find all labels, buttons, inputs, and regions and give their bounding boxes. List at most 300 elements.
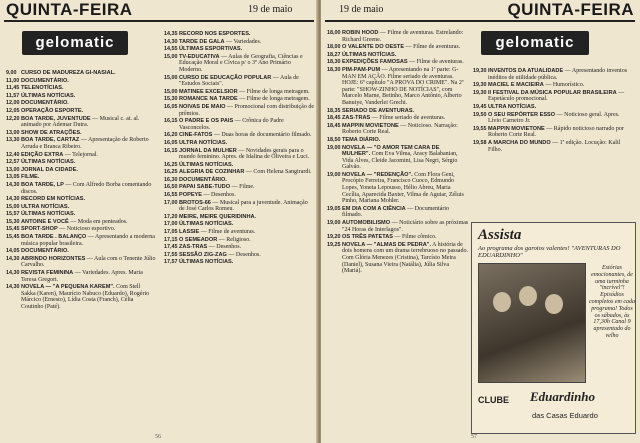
ad-photo xyxy=(478,263,586,383)
schedule-entry xyxy=(6,234,156,247)
entry-time: 17,57 xyxy=(164,259,178,266)
entry-description: — Apresentando inventos inéditos de utilidade pública. xyxy=(488,68,628,81)
entry-description: — 1ª edição. Locução: Kalil Filho. xyxy=(488,139,621,153)
entry-body xyxy=(179,54,314,74)
entry-time: 12,05 xyxy=(6,107,20,114)
entry-description: A história de dois homens com um drama terrebruoso no passado. Com Glória Menezes (Cristina), Tarcísio Meira (Daniel), Susana Vieira (Natália), Júlia Silva (Mariá). xyxy=(342,241,468,275)
entry-description: Com Eva Vilma, Aracy Balabanian, Vida Alves, Cleide Jacomini, Lisa Negri, Sérgio Galvão. xyxy=(342,151,458,171)
entry-body xyxy=(179,39,314,46)
entry-title: OS TRÊS PATETAS xyxy=(342,234,393,241)
schedule-entry xyxy=(164,169,314,176)
entry-description: — Apresentação de Roberto Arruda e Branca Ribeiro. xyxy=(21,137,149,150)
entry-time: 16,30 xyxy=(164,176,178,183)
schedule-entry xyxy=(6,100,156,107)
entry-time: 13,00 xyxy=(6,166,20,173)
entry-title: NOIVAS DE MAIO xyxy=(179,103,226,110)
entry-title: FILME. xyxy=(21,174,40,181)
entry-description: — Filme de longa metragem. xyxy=(237,96,310,103)
entry-body xyxy=(179,140,314,147)
schedule-entry xyxy=(327,234,469,241)
entry-title: CINE-FATOS xyxy=(179,132,213,139)
entry-description: — Noticioso esportivo. xyxy=(57,226,116,233)
schedule-entry xyxy=(327,108,469,115)
entry-body xyxy=(21,116,156,129)
entry-time: 19,20 xyxy=(327,234,341,241)
entry-body xyxy=(342,67,469,107)
entry-time: 15,57 xyxy=(6,211,20,218)
entry-title: RECORD EM NOTÍCIAS. xyxy=(21,196,86,203)
schedule-entry xyxy=(473,90,633,103)
entry-title: POPEYE xyxy=(179,192,203,199)
schedule-entry xyxy=(164,104,314,117)
entry-title: OPERAÇÃO ESPORTE. xyxy=(21,107,84,114)
entry-time: 14,55 xyxy=(164,46,178,53)
entry-title: O SEU REPÓRTER ESSO xyxy=(488,111,556,118)
entry-body xyxy=(21,226,156,233)
entry-title: ÚLTIMAS NOTÍCIAS. xyxy=(179,221,234,228)
eduardinho-advertisement xyxy=(471,222,636,434)
entry-body xyxy=(342,234,469,241)
entry-title: NOVELA — "A PEQUENA KAREM". xyxy=(21,284,115,291)
entry-body xyxy=(488,104,633,111)
entry-description: — Desenhos. xyxy=(226,251,261,258)
schedule-entry xyxy=(473,112,633,125)
schedule-entry xyxy=(327,44,469,51)
entry-time: 14,05 xyxy=(6,248,20,255)
entry-body xyxy=(179,162,314,169)
entry-body xyxy=(342,52,469,59)
entry-time: 16,15 xyxy=(164,118,178,125)
schedule-entry xyxy=(164,192,314,199)
schedule-entry xyxy=(164,259,314,266)
entry-body xyxy=(21,108,156,115)
entry-body xyxy=(179,46,314,53)
entry-title: MATINEE EXCELSIOR xyxy=(179,88,238,95)
entry-title: TV-EDUCATIVA xyxy=(179,53,220,60)
entry-title: RECORD NOS ESPORTES. xyxy=(179,31,251,37)
schedule-entry xyxy=(6,204,156,211)
schedule-entry xyxy=(327,242,469,275)
entry-body xyxy=(179,221,314,228)
entry-title: ZAS-TRAS xyxy=(179,244,208,251)
schedule-entry xyxy=(164,75,314,88)
entry-title: ZAS-TRAS xyxy=(342,115,371,122)
entry-body xyxy=(21,284,156,310)
entry-description: — Variedades. Apres. Maria Teresa Gregori. xyxy=(21,270,143,283)
schedule-entry xyxy=(6,152,156,159)
ad-side-text: Estórias emocionantes, de uma turminha "incrível"! Episódios completos em cada programa! Todos os sábados, às 17,30h Canal 9 apresentado do velho xyxy=(589,265,635,339)
entry-time: 17,20 xyxy=(164,213,178,220)
entry-time: 11,00 xyxy=(6,77,20,84)
entry-description: — Filme. xyxy=(230,184,255,191)
entry-title: BROTOS-66 xyxy=(179,199,211,206)
entry-title: JORNAL DA CIDADE. xyxy=(21,166,78,173)
entry-title: ULTRA NOTÍCIAS. xyxy=(488,103,537,110)
entry-time: 18,50 xyxy=(327,136,341,143)
entry-description: Com Stell Sakka (Karen), Maurício Nabuco (Eduardo), Rogério Márcico (Ernesto), Lídia Costa (Franch), Célia Coutinho (Paté). xyxy=(21,284,150,310)
ad-photo-figure xyxy=(519,286,537,306)
entry-body xyxy=(342,220,469,233)
entry-title: EXPEDIÇÕES FAMOSAS xyxy=(342,59,408,66)
schedule-entry xyxy=(327,220,469,233)
entry-body xyxy=(179,229,314,236)
entry-description: — Rápido noticioso narrado por Roberto Corte Real. xyxy=(488,125,624,139)
schedule-column-1 xyxy=(327,30,469,276)
entry-body xyxy=(21,159,156,166)
entry-title: O VALENTE DO OESTE xyxy=(342,44,405,51)
entry-time: 14,30 xyxy=(6,270,20,277)
ad-headline: Assista xyxy=(478,227,522,243)
entry-body xyxy=(342,172,469,205)
entry-description: — Variedades. xyxy=(224,38,262,45)
entry-time: 15,30 xyxy=(164,96,178,103)
schedule-entry xyxy=(6,174,156,181)
ad-brand: Eduardinho xyxy=(530,389,596,404)
entry-title: ÚLTIMAS NOTÍCIAS. xyxy=(342,51,397,58)
schedule-entry xyxy=(327,206,469,219)
entry-body xyxy=(21,167,156,174)
schedule-entry xyxy=(6,108,156,115)
entry-title: CURSO DE MADUREZA GI-NASIAL. xyxy=(21,70,116,76)
entry-time: 14,30 xyxy=(6,255,20,262)
entry-title: MAPPIN MOVIETONE xyxy=(488,125,545,132)
entry-time: 19,58 xyxy=(473,139,487,146)
entry-body xyxy=(21,137,156,150)
entry-body xyxy=(21,204,156,211)
schedule-entry xyxy=(6,219,156,226)
entry-title: ÚLTIMAS NOTÍCIAS. xyxy=(21,211,76,218)
schedule-entry xyxy=(473,82,633,89)
schedule-entry xyxy=(6,116,156,129)
entry-title: MEIRE, MEIRE QUERIDINHA. xyxy=(179,213,257,220)
entry-title: DOCUMENTÁRIO. xyxy=(21,100,69,107)
entry-title: SHOW DE ATRAÇÕES. xyxy=(21,129,82,136)
entry-body xyxy=(342,137,469,144)
entry-body xyxy=(342,59,469,66)
entry-description: — Filme seriado de aventuras. xyxy=(370,115,446,122)
entry-title: ÚLTIMAS NOTÍCIAS. xyxy=(21,159,76,166)
entry-body xyxy=(21,196,156,203)
entry-time: 19,25 xyxy=(327,241,341,248)
entry-body xyxy=(342,123,469,136)
page-number: 57 xyxy=(471,434,477,440)
entry-time: 16,25 xyxy=(164,161,178,168)
schedule-entry xyxy=(164,132,314,139)
entry-title: A MARCHA DO MUNDO xyxy=(488,139,551,146)
entry-description: — Filme de longa metragem. xyxy=(237,88,310,95)
schedule-entry xyxy=(473,140,633,153)
schedule-entry xyxy=(327,145,469,171)
entry-title: NOVELA — "ALMAS DE PEDRA". xyxy=(342,241,432,248)
entry-time: 18,30 xyxy=(327,59,341,66)
entry-description: — Com Alfredo Borba comentando discos. xyxy=(21,181,152,195)
entry-body xyxy=(21,70,156,77)
entry-time: 15,45 xyxy=(6,234,20,241)
entry-time: 14,30 xyxy=(164,38,178,45)
schedule-column-2 xyxy=(473,68,633,154)
entry-time: 17,15 xyxy=(164,236,178,243)
entry-body xyxy=(21,174,156,181)
entry-description: — Crônica do Padre Vasconcelos. xyxy=(179,118,284,131)
schedule-entry xyxy=(6,159,156,166)
schedule-entry xyxy=(327,67,469,107)
entry-title: SPORT-SHOP xyxy=(21,226,58,233)
schedule-entry xyxy=(6,270,156,283)
entry-body xyxy=(342,115,469,122)
entry-title: LASSIE xyxy=(179,229,200,236)
schedule-entry xyxy=(164,31,314,38)
entry-description: — Filme de aventuras. Estrelando: Richard Greene. xyxy=(342,30,464,43)
entry-title: O PADRE E OS PAIS xyxy=(179,118,234,125)
schedule-entry xyxy=(6,167,156,174)
entry-time: 18,00 xyxy=(327,30,341,36)
entry-time: 15,00 xyxy=(6,203,20,210)
entry-time: 19,00 xyxy=(327,220,341,227)
entry-title: II FESTIVAL DA MÚSICA POPULAR BRASILEIRA xyxy=(488,89,617,96)
entry-time: 19,30 xyxy=(473,89,487,96)
entry-description: — Documentário filmado. xyxy=(342,205,450,219)
entry-title: EM DIA COM A CIÊNCIA xyxy=(342,205,406,212)
day-title: QUINTA-FEIRA xyxy=(6,0,133,19)
page-number: 56 xyxy=(155,434,161,440)
schedule-entry xyxy=(164,177,314,184)
entry-time: 17,00 xyxy=(164,199,178,206)
entry-time: 16,25 xyxy=(164,169,178,176)
entry-body xyxy=(21,211,156,218)
entry-title: EDIÇÃO EXTRA xyxy=(21,151,64,158)
entry-description: — Filme de aventuras. xyxy=(407,59,464,66)
entry-body xyxy=(179,252,314,259)
entry-time: 16,20 xyxy=(164,132,178,139)
schedule-entry xyxy=(327,172,469,205)
entry-title: ÚLTIMAS ESPORTIVAS. xyxy=(179,46,243,53)
entry-title: TELENOTÍCIAS. xyxy=(21,85,64,92)
entry-description: — Desenhos. xyxy=(207,244,242,251)
entry-title: CURSO DE EDUCAÇÃO POPULAR xyxy=(179,74,272,81)
entry-body xyxy=(179,169,314,176)
entry-time: 16,05 xyxy=(164,139,178,146)
ad-photo-figure xyxy=(545,294,563,314)
entry-description: — Musical c. at. al. animado por Ademar Dutra. xyxy=(21,115,140,129)
entry-time: 15,00 xyxy=(164,53,178,60)
entry-time: 16,50 xyxy=(164,184,178,191)
entry-description: — Filme de aventuras. xyxy=(199,229,256,236)
ad-subline: Ao programa dos garotos valentes! "AVENTURAS DO EDUARDINHO" xyxy=(478,245,621,259)
entry-time: 12,20 xyxy=(6,115,20,122)
entry-body xyxy=(21,219,156,226)
header-rule xyxy=(4,20,314,22)
schedule-entry xyxy=(164,252,314,259)
schedule-entry xyxy=(6,85,156,92)
entry-title: INVENTOS DA ATUALIDADE xyxy=(488,68,564,74)
entry-title: DOCUMENTÁRIO. xyxy=(21,77,69,84)
entry-description: — Novidades gerais para o mundo feminino. Apres. de Idalina de Oliveira e Luci. xyxy=(179,147,310,161)
entry-title: SESSÃO ZIG-ZAG xyxy=(179,251,227,258)
schedule-entry xyxy=(473,68,633,81)
entry-title: ÚLTIMAS NOTÍCIAS. xyxy=(179,161,234,168)
entry-body xyxy=(488,140,633,153)
channel-logo: gelomatic xyxy=(481,31,589,55)
schedule-entry xyxy=(164,184,314,191)
schedule-entry xyxy=(164,244,314,251)
entry-body xyxy=(21,152,156,159)
entry-body xyxy=(21,182,156,195)
entry-description: — Musical para a juventude. Animação de José Carlos Romeu. xyxy=(179,199,308,213)
entry-title: DOCUMENTÁRIO. xyxy=(21,248,69,255)
entry-description: — Humorístico. xyxy=(543,82,585,89)
schedule-entry xyxy=(6,137,156,150)
schedule-entry xyxy=(327,30,469,43)
entry-body xyxy=(488,112,633,125)
schedule-entry xyxy=(473,126,633,139)
header-rule xyxy=(325,20,635,22)
entry-time: 16,15 xyxy=(164,147,178,154)
entry-time: 11,45 xyxy=(6,85,20,92)
entry-body xyxy=(179,259,314,266)
entry-title: ALEGRIA DE COZINHAR xyxy=(179,169,245,176)
entry-body xyxy=(179,31,314,38)
entry-description: — Filme cômico. xyxy=(392,234,437,241)
entry-time: 18,45 xyxy=(327,122,341,129)
entry-body xyxy=(342,206,469,219)
schedule-entry xyxy=(6,78,156,85)
entry-time: 13,05 xyxy=(6,174,20,181)
entry-time: 17,55 xyxy=(164,251,178,258)
entry-title: ULTRA NOTÍCIAS. xyxy=(21,203,70,210)
left-page xyxy=(0,0,318,443)
entry-description: — Apresentando na 1ª parte: G-MAN EM AÇÃO. Filme seriado de aventuras. HOJE: 6º capítulo "A PROVA DO CRIME". Na 2ª parte: "SHOW-ZINHO DE NOTÍCIAS", com Marcelo Marne, Betinho, Marco Antônio, Alberto Banuiye, Vanderlei Grechi. xyxy=(342,66,464,106)
entry-time: 14,35 xyxy=(164,31,178,37)
schedule-entry xyxy=(164,89,314,96)
entry-time: 18,00 xyxy=(327,44,341,51)
entry-body xyxy=(21,234,156,247)
entry-time: 18,45 xyxy=(327,115,341,122)
entry-title: ÚLTIMAS NOTÍCIAS. xyxy=(21,92,76,99)
schedule-entry xyxy=(473,104,633,111)
entry-title: ROBIN HOOD xyxy=(342,30,379,36)
entry-body xyxy=(179,132,314,139)
entry-time: 15,45 xyxy=(6,226,20,233)
entry-body xyxy=(179,148,314,161)
schedule-entry xyxy=(6,284,156,310)
entry-time: 19,30 xyxy=(473,82,487,89)
schedule-entry xyxy=(164,221,314,228)
schedule-entry xyxy=(164,118,314,131)
entry-time: 9,00 xyxy=(6,70,17,76)
entry-title: BOA TARDE . BALANÇO xyxy=(21,234,87,241)
entry-title: REVISTA FEMININA xyxy=(21,270,74,277)
entry-title: PAPAI SABE-TUDO xyxy=(179,184,231,191)
entry-time: 17,00 xyxy=(164,221,178,228)
entry-time: 12,40 xyxy=(6,151,20,158)
entry-body xyxy=(488,90,633,103)
schedule-entry xyxy=(164,39,314,46)
entry-time: 19,50 xyxy=(473,111,487,118)
entry-time: 19,05 xyxy=(327,205,341,212)
entry-body xyxy=(342,108,469,115)
schedule-entry xyxy=(327,115,469,122)
entry-description: — Noticiário sobre as próximas "24 Horas de Interlagos". xyxy=(342,220,469,233)
entry-body xyxy=(21,130,156,137)
ad-store: das Casas Eduardo xyxy=(532,411,598,420)
entry-body xyxy=(179,244,314,251)
entry-description: — Noticioso geral. Apres. Lívio Carneiro Jr. xyxy=(488,111,620,125)
entry-body xyxy=(488,68,633,81)
entry-body xyxy=(21,256,156,269)
entry-time: 15,30 xyxy=(6,218,20,225)
ad-club-label: CLUBE xyxy=(478,395,509,405)
entry-body xyxy=(179,96,314,103)
entry-time: 11,57 xyxy=(6,92,20,99)
schedule-entry xyxy=(164,96,314,103)
entry-description: — Com Helena Sangirardi. xyxy=(244,169,312,176)
entry-time: 15,00 xyxy=(164,74,178,81)
entry-description: Com Flora Geni, Procópio Ferreira, Francisco Cuoco, Edmundo Lopes, Yoneta Lepousso, Hélio Abreu, Maria Cecília, Aparecida Baxter, Vilma de Aguiar, Zéluis Pinho, Mariana Mohler. xyxy=(342,171,464,205)
entry-description: — Promocional com distribuição de prêmios. xyxy=(179,103,314,117)
entry-title: ABRINDO HORIZONTES xyxy=(21,255,86,262)
date: 19 de maio xyxy=(248,4,293,15)
entry-description: — Noticioso. Narração: Roberto Corte Real. xyxy=(342,122,458,136)
entry-time: 15,00 xyxy=(164,88,178,95)
entry-time: 17,45 xyxy=(164,244,178,251)
entry-time: 14,30 xyxy=(6,181,20,188)
entry-time: 12,57 xyxy=(6,159,20,166)
date: 19 de maio xyxy=(339,4,384,15)
entry-title: ULTRA NOTÍCIAS. xyxy=(179,139,228,146)
entry-title: ROMANCE NA TARDE xyxy=(179,96,238,103)
entry-title: SERIADO DE AVENTURAS. xyxy=(342,107,415,114)
schedule-entry xyxy=(327,59,469,66)
entry-time: 13,00 xyxy=(6,129,20,136)
schedule-entry xyxy=(6,70,156,77)
entry-description: — Duas horas de documentário filmado. xyxy=(212,132,312,139)
entry-title: JORNAL DA MULHER xyxy=(179,147,237,154)
entry-title: O SEMEADOR xyxy=(179,236,218,243)
schedule-column-1 xyxy=(6,70,156,312)
schedule-entry xyxy=(6,196,156,203)
schedule-entry xyxy=(6,226,156,233)
entry-body xyxy=(342,30,469,43)
entry-title: TARDE DE GALA xyxy=(179,38,225,45)
schedule-entry xyxy=(164,237,314,244)
entry-time: 16,05 xyxy=(164,103,178,110)
entry-time: 18,27 xyxy=(327,51,341,58)
entry-body xyxy=(21,78,156,85)
entry-title: DOCUMENTÁRIO. xyxy=(179,176,227,183)
schedule-entry xyxy=(164,162,314,169)
entry-time: 18,30 xyxy=(327,66,341,73)
entry-body xyxy=(21,93,156,100)
entry-body xyxy=(21,248,156,255)
right-page xyxy=(321,0,640,443)
entry-description: — Apresentando a moderna música popular brasileira. xyxy=(21,234,155,247)
entry-body xyxy=(179,237,314,244)
entry-body xyxy=(342,44,469,51)
entry-body xyxy=(179,118,314,131)
entry-title: NOVELA — "REDENÇÃO". xyxy=(342,171,413,178)
entry-title: PIM-PAM-PUM xyxy=(342,66,381,73)
schedule-entry xyxy=(6,211,156,218)
schedule-entry xyxy=(164,54,314,74)
entry-body xyxy=(21,85,156,92)
entry-description: — Filme de aventuras. xyxy=(404,44,461,51)
schedule-entry xyxy=(6,93,156,100)
entry-time: 19,55 xyxy=(473,125,487,132)
schedule-entry xyxy=(164,214,314,221)
entry-title: MAPPIN MOVIETONE xyxy=(342,122,399,129)
schedule-column-2 xyxy=(164,31,314,267)
entry-time: 12,00 xyxy=(6,100,20,107)
